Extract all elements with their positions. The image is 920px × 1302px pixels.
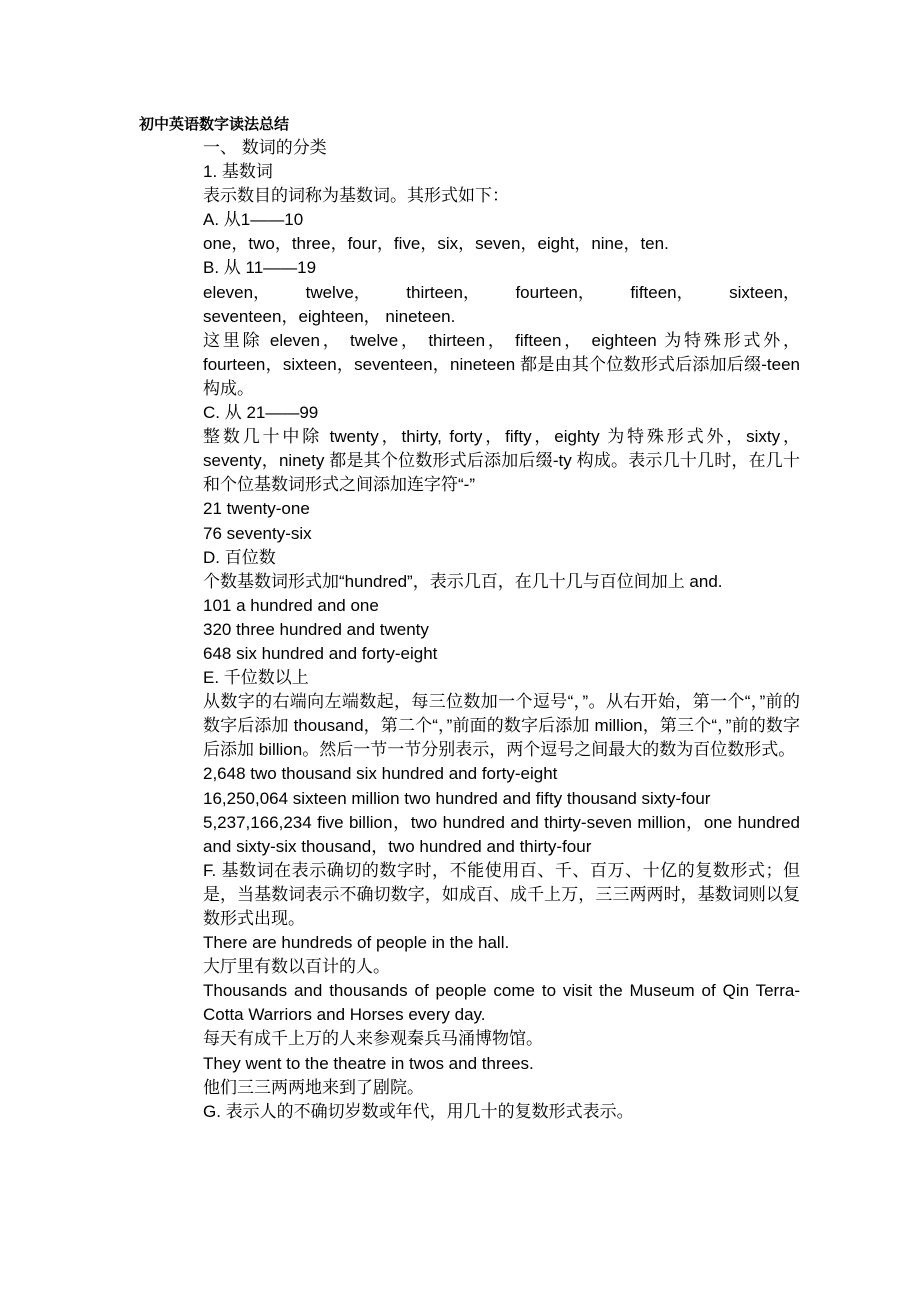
paragraph: 整数几十中除 twenty，thirty, forty，fifty，eighty 为特殊形式外，sixty，seventy，ninety 都是其个位数形式后添加后缀-ty 构成。表示几十几时，在几十和个位基数词形式之间添加连字符“-” bbox=[203, 427, 800, 495]
subsection-heading: 1. 基数词 bbox=[203, 162, 273, 182]
example: 2,648 two thousand six hundred and forty-eight bbox=[203, 764, 558, 784]
teen-word: eleven， bbox=[203, 282, 271, 302]
example: 648 six hundred and forty-eight bbox=[203, 643, 438, 663]
example: Thousands and thousands of people come to visit the Museum of Qin Terra-Cotta Warriors and Horses every day. bbox=[203, 981, 800, 1025]
item-heading-f: F. 基数词在表示确切的数字时，不能使用百、千、百万、十亿的复数形式；但是，当基数词表示不确切数字，如成百、成千上万，三三两两时，基数词则以复数形式出现。 bbox=[203, 860, 800, 928]
translation: 大厅里有数以百计的人。 bbox=[203, 957, 390, 977]
example: There are hundreds of people in the hall. bbox=[203, 933, 510, 953]
example: 21 twenty-one bbox=[203, 499, 310, 519]
page-title: 初中英语数字读法总结 bbox=[139, 115, 290, 133]
example: 101 a hundred and one bbox=[203, 595, 379, 615]
paragraph: seventeen，eighteen， nineteen. bbox=[203, 306, 456, 326]
translation: 每天有成千上万的人来参观秦兵马涌博物馆。 bbox=[203, 1029, 543, 1049]
paragraph: one，two，three，four，five，six，seven，eight，nine，ten. bbox=[203, 234, 669, 254]
paragraph: 这里除 eleven， twelve， thirteen， fifteen， eighteen 为特殊形式外，fourteen，sixteen，seventeen，nineteen 都是由其个位数形式后添加后缀-teen 构成。 bbox=[203, 330, 800, 398]
item-heading-c: C. 从 21——99 bbox=[203, 403, 319, 423]
example: 320 three hundred and twenty bbox=[203, 619, 429, 639]
paragraph: 表示数目的词称为基数词。其形式如下： bbox=[203, 186, 509, 206]
item-heading-e: E. 千位数以上 bbox=[203, 668, 309, 688]
paragraph: 个数基数词形式加“hundred”，表示几百，在几十几与百位间加上 and. bbox=[203, 571, 723, 591]
paragraph: 从数字的右端向左端数起，每三位数加一个逗号“，”。从右开始，第一个“，”前的数字后添加 thousand，第二个“，”前面的数字后添加 million，第三个“，”前的数字后添加 billion。然后一节一节分别表示，两个逗号之间最大的数为百位数形式。 bbox=[203, 692, 800, 760]
teen-word: twelve， bbox=[305, 282, 371, 302]
teens-row bbox=[203, 281, 800, 305]
item-heading-a: A. 从1——10 bbox=[203, 210, 304, 230]
example: They went to the theatre in twos and threes. bbox=[203, 1053, 534, 1073]
item-heading-b: B. 从 11——19 bbox=[203, 258, 317, 278]
teen-word: fourteen， bbox=[515, 282, 595, 302]
section-heading: 一、 数词的分类 bbox=[203, 138, 327, 157]
item-heading-g: G. 表示人的不确切岁数或年代，用几十的复数形式表示。 bbox=[203, 1101, 634, 1121]
item-heading-d: D. 百位数 bbox=[203, 547, 276, 567]
example: 16,250,064 sixteen million two hundred and fifty thousand sixty-four bbox=[203, 788, 711, 808]
translation: 他们三三两两地来到了剧院。 bbox=[203, 1077, 424, 1097]
example: 76 seventy-six bbox=[203, 523, 312, 543]
example: 5,237,166,234 five billion，two hundred and thirty-seven million，one hundred and sixty-six thousand，two hundred and thirty-four bbox=[203, 812, 800, 856]
document-body bbox=[203, 136, 800, 1124]
teen-word: fifteen， bbox=[630, 282, 694, 302]
teen-word: thirteen， bbox=[406, 282, 480, 302]
teen-word: sixteen， bbox=[729, 282, 800, 302]
